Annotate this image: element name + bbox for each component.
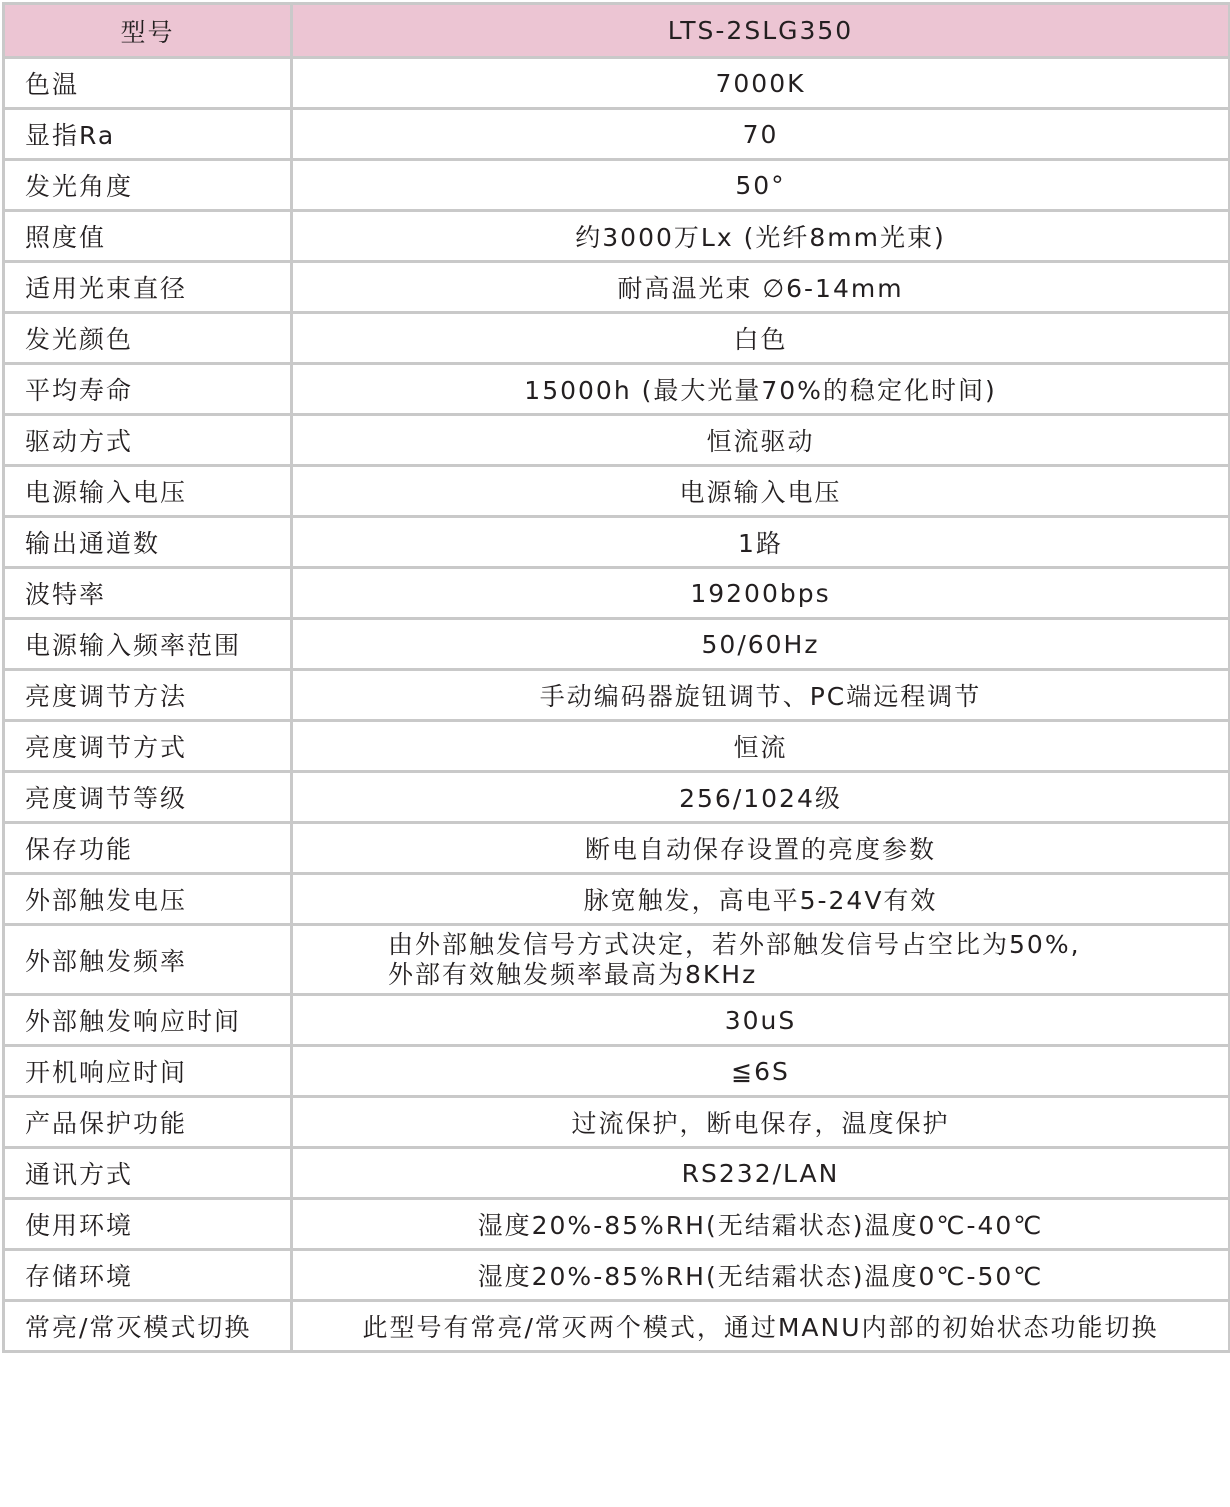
table-row-mode-switch (4, 1301, 1230, 1352)
row-label: 开机响应时间 (4, 1046, 292, 1097)
row-value-line: 外部有效触发频率最高为8KHz (388, 959, 758, 989)
table-row-input-voltage (4, 466, 1230, 517)
header-value: LTS-2SLG350 (292, 4, 1230, 58)
table-row-trigger-frequency (4, 925, 1230, 995)
row-value: 30uS (292, 995, 1230, 1046)
row-value: 1路 (292, 517, 1230, 568)
row-value: 恒流 (292, 721, 1230, 772)
row-label: 亮度调节等级 (4, 772, 292, 823)
row-value: 过流保护，断电保存，温度保护 (292, 1097, 1230, 1148)
row-label: 常亮/常灭模式切换 (4, 1301, 292, 1352)
row-value: 50° (292, 160, 1230, 211)
row-label: 存储环境 (4, 1250, 292, 1301)
row-value: 电源输入电压 (292, 466, 1230, 517)
row-value (292, 925, 1230, 995)
header-row (4, 4, 1230, 58)
table-row-color-temp (4, 58, 1230, 109)
table-row-beam-diameter (4, 262, 1230, 313)
row-value: 恒流驱动 (292, 415, 1230, 466)
row-value: 15000h (最大光量70%的稳定化时间) (292, 364, 1230, 415)
table-row-output-channels (4, 517, 1230, 568)
row-value: 手动编码器旋钮调节、PC端远程调节 (292, 670, 1230, 721)
row-label: 亮度调节方式 (4, 721, 292, 772)
row-value: 断电自动保存设置的亮度参数 (292, 823, 1230, 874)
row-label: 平均寿命 (4, 364, 292, 415)
table-row-dimming-mode (4, 721, 1230, 772)
row-value: 约3000万Lx (光纤8mm光束) (292, 211, 1230, 262)
table-row-drive-mode (4, 415, 1230, 466)
table-row-startup-response (4, 1046, 1230, 1097)
table-row-trigger-response (4, 995, 1230, 1046)
table-row-dimming-levels (4, 772, 1230, 823)
row-label: 电源输入电压 (4, 466, 292, 517)
row-label: 通讯方式 (4, 1148, 292, 1199)
table-row-storage-env (4, 1250, 1230, 1301)
row-label: 输出通道数 (4, 517, 292, 568)
table-row-lifetime (4, 364, 1230, 415)
row-value: RS232/LAN (292, 1148, 1230, 1199)
spec-table (2, 2, 1230, 1353)
row-label: 驱动方式 (4, 415, 292, 466)
table-row-input-frequency (4, 619, 1230, 670)
table-row-save-function (4, 823, 1230, 874)
row-value: 脉宽触发，高电平5-24V有效 (292, 874, 1230, 925)
row-value: 19200bps (292, 568, 1230, 619)
row-label: 发光颜色 (4, 313, 292, 364)
table-row-beam-angle (4, 160, 1230, 211)
row-label: 保存功能 (4, 823, 292, 874)
row-label: 照度值 (4, 211, 292, 262)
table-row-communication (4, 1148, 1230, 1199)
row-label: 适用光束直径 (4, 262, 292, 313)
row-value: 湿度20%-85%RH(无结霜状态)温度0℃-50℃ (292, 1250, 1230, 1301)
table-row-protection (4, 1097, 1230, 1148)
row-value-line: 由外部触发信号方式决定，若外部触发信号占空比为50%, (388, 929, 1081, 959)
row-label: 外部触发电压 (4, 874, 292, 925)
row-label: 外部触发频率 (4, 925, 292, 995)
table-row-baud-rate (4, 568, 1230, 619)
row-label: 波特率 (4, 568, 292, 619)
table-row-operating-env (4, 1199, 1230, 1250)
row-value: 7000K (292, 58, 1230, 109)
row-label: 亮度调节方法 (4, 670, 292, 721)
row-value: 耐高温光束 ∅6-14mm (292, 262, 1230, 313)
row-label: 外部触发响应时间 (4, 995, 292, 1046)
row-value: 湿度20%-85%RH(无结霜状态)温度0℃-40℃ (292, 1199, 1230, 1250)
table-row-light-color (4, 313, 1230, 364)
row-value: 此型号有常亮/常灭两个模式，通过MANU内部的初始状态功能切换 (292, 1301, 1230, 1352)
row-value: 70 (292, 109, 1230, 160)
header-label: 型号 (4, 4, 292, 58)
row-value: 白色 (292, 313, 1230, 364)
row-value: 256/1024级 (292, 772, 1230, 823)
row-label: 发光角度 (4, 160, 292, 211)
row-label: 产品保护功能 (4, 1097, 292, 1148)
row-label: 色温 (4, 58, 292, 109)
table-row-illuminance (4, 211, 1230, 262)
row-label: 使用环境 (4, 1199, 292, 1250)
table-row-trigger-voltage (4, 874, 1230, 925)
table-row-dimming-method (4, 670, 1230, 721)
row-value: 50/60Hz (292, 619, 1230, 670)
table-row-cri (4, 109, 1230, 160)
row-value: ≦6S (292, 1046, 1230, 1097)
row-label: 电源输入频率范围 (4, 619, 292, 670)
row-label: 显指Ra (4, 109, 292, 160)
